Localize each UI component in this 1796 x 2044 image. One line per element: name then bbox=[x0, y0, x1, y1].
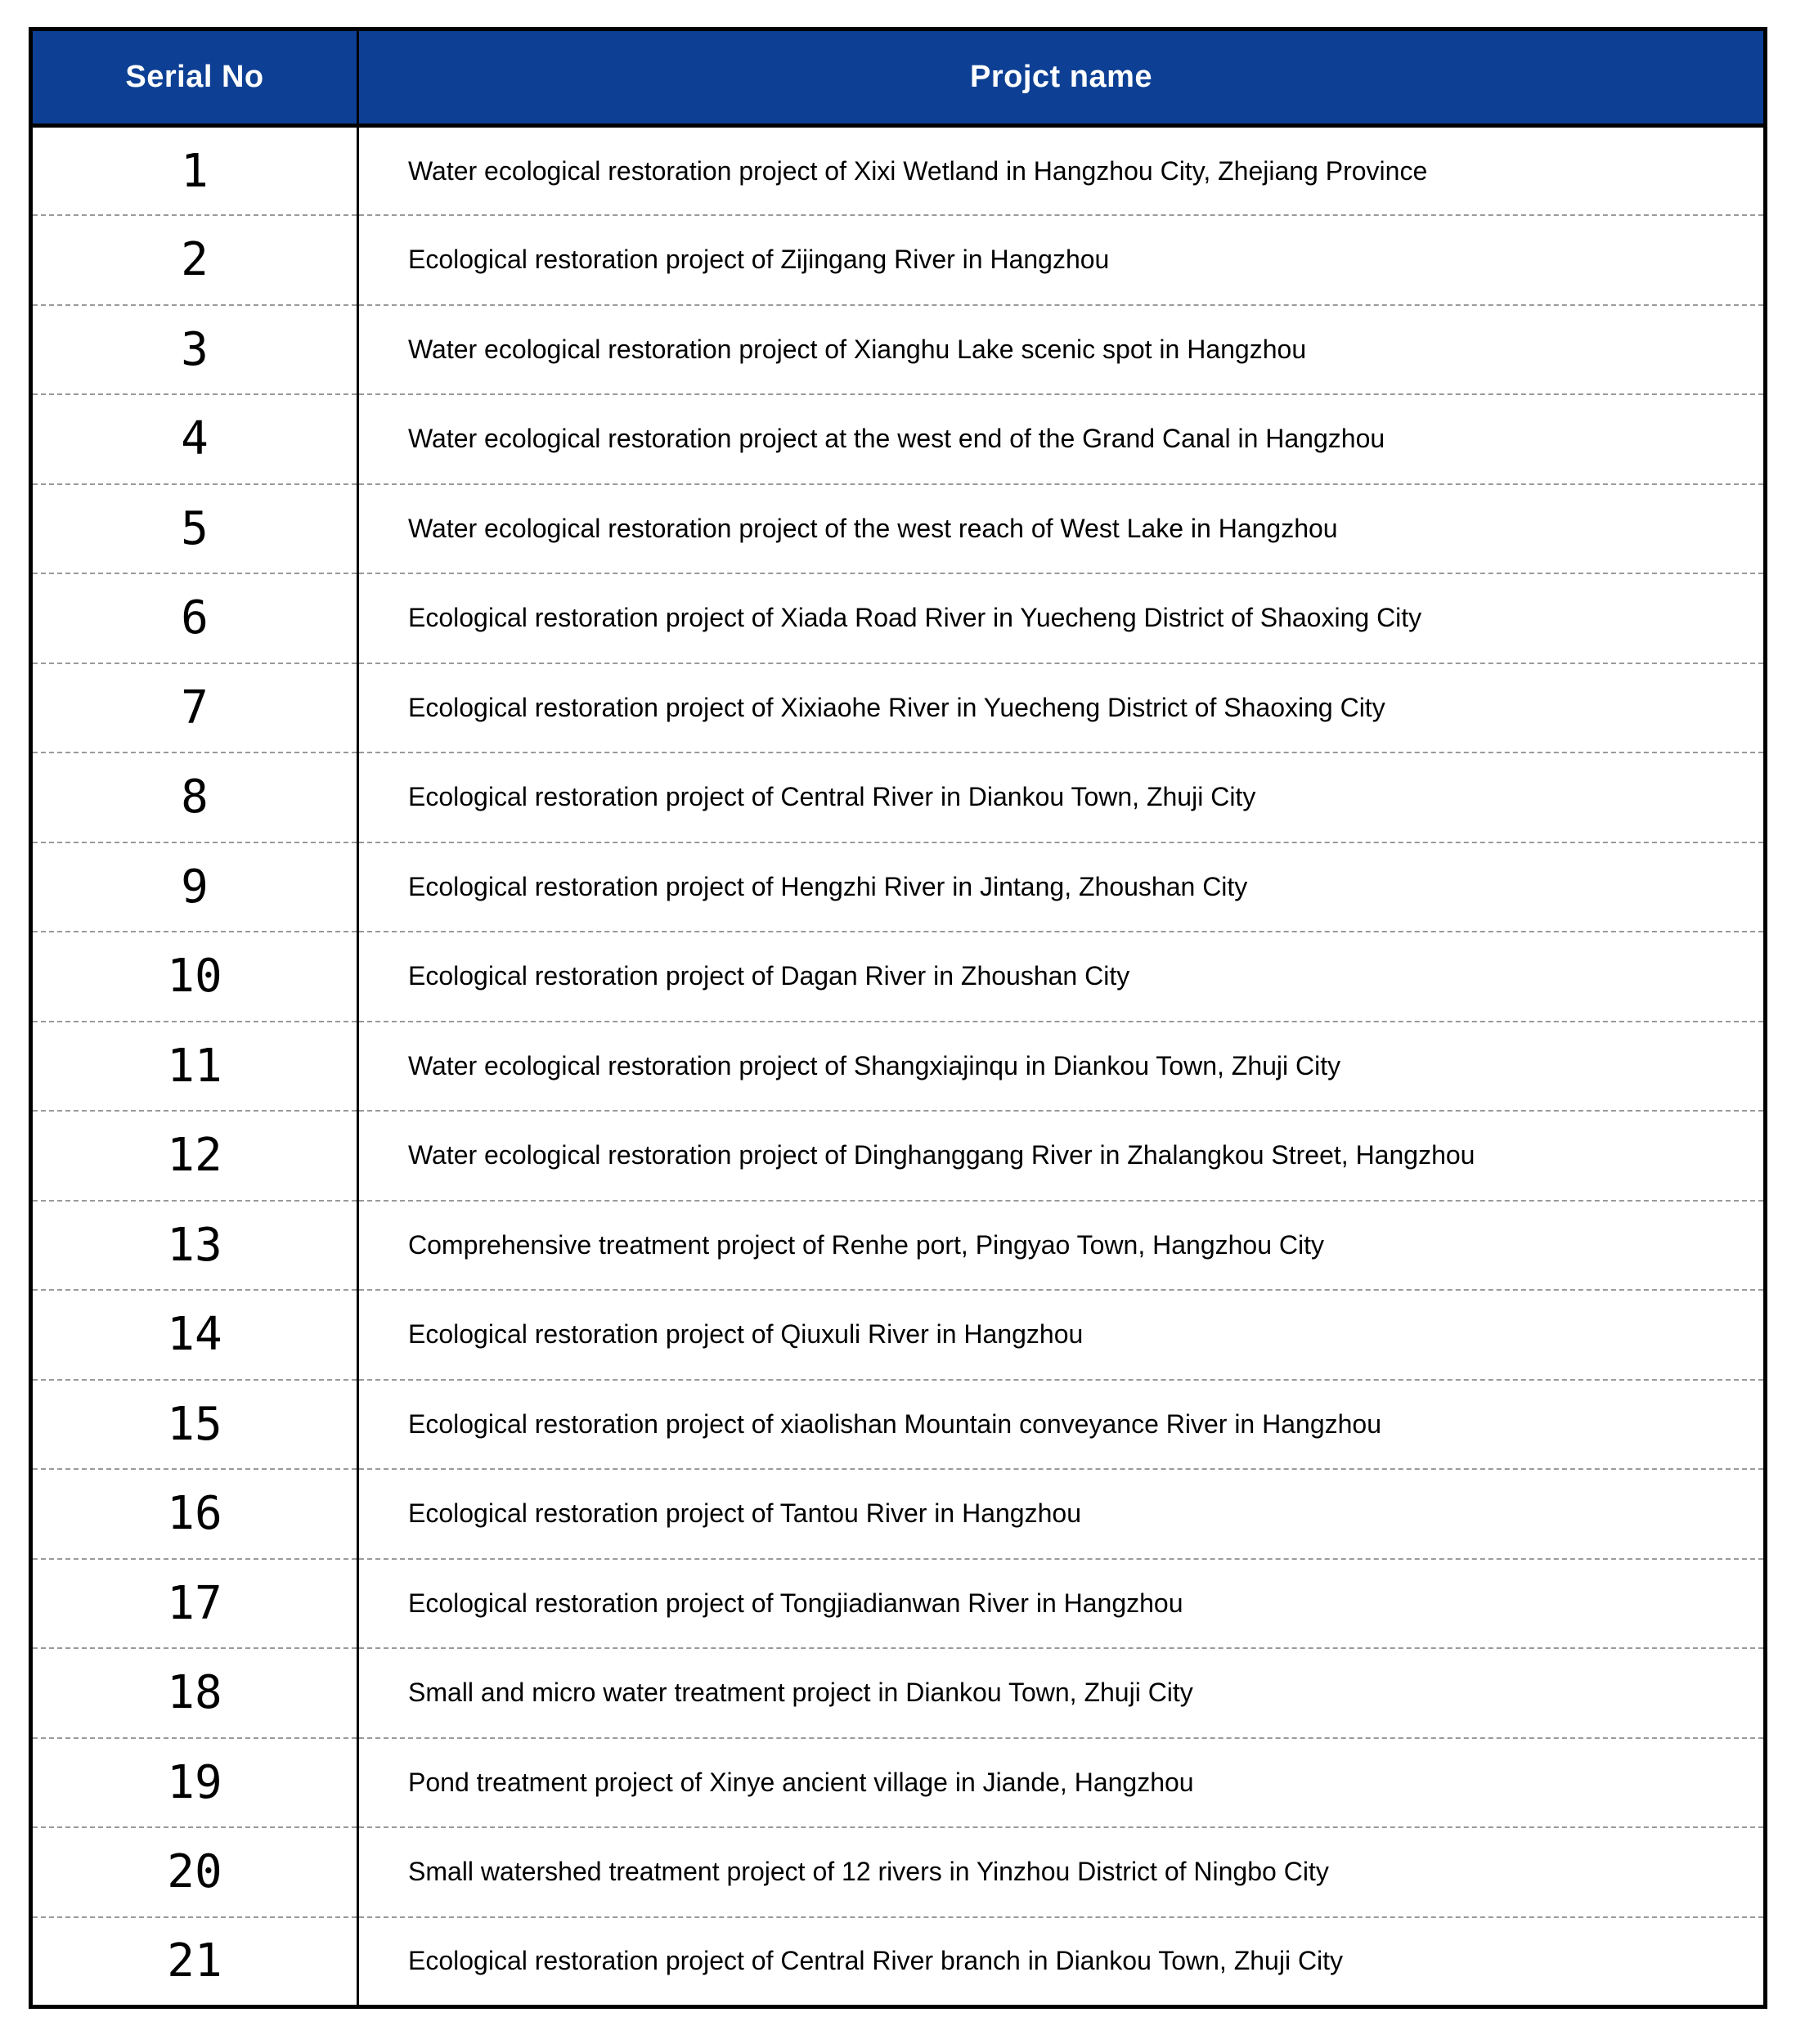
table-row bbox=[31, 1022, 1766, 1112]
project-name-cell: Water ecological restoration project at the west end of the Grand Canal in Hangzhou bbox=[358, 394, 1766, 484]
table-row bbox=[31, 1827, 1766, 1917]
project-name-cell: Ecological restoration project of Tongjiadianwan River in Hangzhou bbox=[358, 1559, 1766, 1649]
table-row bbox=[31, 1201, 1766, 1291]
project-name-cell: Ecological restoration project of Zijingang River in Hangzhou bbox=[358, 215, 1766, 305]
serial-cell: 20 bbox=[31, 1827, 358, 1917]
project-name-cell: Ecological restoration project of Xiada Road River in Yuecheng District of Shaoxing City bbox=[358, 573, 1766, 663]
column-header-project-name: Projct name bbox=[358, 29, 1766, 126]
serial-cell: 5 bbox=[31, 484, 358, 574]
projects-table bbox=[29, 27, 1767, 2009]
table-row bbox=[31, 842, 1766, 932]
project-name-cell: Water ecological restoration project of Xixi Wetland in Hangzhou City, Zhejiang Province bbox=[408, 155, 1428, 186]
serial-cell: 18 bbox=[31, 1648, 358, 1738]
serial-cell: 19 bbox=[31, 1738, 358, 1828]
serial-cell: 12 bbox=[31, 1111, 358, 1201]
serial-cell: 1 bbox=[31, 126, 358, 216]
project-name-cell: Ecological restoration project of Tantou River in Hangzhou bbox=[358, 1469, 1766, 1559]
project-name-cell: Ecological restoration project of xiaolishan Mountain conveyance River in Hangzhou bbox=[358, 1380, 1766, 1470]
serial-cell: 7 bbox=[31, 663, 358, 753]
project-name-cell: Ecological restoration project of Hengzhi River in Jintang, Zhoushan City bbox=[358, 842, 1766, 932]
project-name-cell: Ecological restoration project of Central River in Diankou Town, Zhuji City bbox=[358, 752, 1766, 842]
table-row bbox=[31, 305, 1766, 395]
project-name-cell: Small watershed treatment project of 12 rivers in Yinzhou District of Ningbo City bbox=[358, 1827, 1766, 1917]
table-row bbox=[31, 126, 1766, 216]
project-name-cell: Ecological restoration project of Central River branch in Diankou Town, Zhuji City bbox=[358, 1917, 1766, 2007]
serial-cell: 15 bbox=[31, 1380, 358, 1470]
table-header bbox=[31, 29, 1766, 126]
table-row bbox=[31, 1648, 1766, 1738]
projects-table-container bbox=[29, 27, 1767, 2009]
serial-cell: 3 bbox=[31, 305, 358, 395]
project-name-cell: Ecological restoration project of Qiuxuli River in Hangzhou bbox=[358, 1290, 1766, 1380]
header-row bbox=[31, 29, 1766, 126]
serial-cell: 10 bbox=[31, 932, 358, 1022]
project-name-cell: Water ecological restoration project of Dinghanggang River in Zhalangkou Street, Hangzhou bbox=[358, 1111, 1766, 1201]
table-row bbox=[31, 215, 1766, 305]
table-row bbox=[31, 484, 1766, 574]
table-row bbox=[31, 1469, 1766, 1559]
table-body bbox=[31, 126, 1766, 2007]
table-row bbox=[31, 1290, 1766, 1380]
project-name-cell: Water ecological restoration project of the west reach of West Lake in Hangzhou bbox=[358, 484, 1766, 574]
serial-cell: 16 bbox=[31, 1469, 358, 1559]
serial-cell: 2 bbox=[31, 215, 358, 305]
serial-cell: 14 bbox=[31, 1290, 358, 1380]
table-row bbox=[31, 663, 1766, 753]
serial-cell: 11 bbox=[31, 1022, 358, 1112]
project-name-cell: Small and micro water treatment project in Diankou Town, Zhuji City bbox=[358, 1648, 1766, 1738]
serial-cell: 13 bbox=[31, 1201, 358, 1291]
table-row bbox=[31, 1738, 1766, 1828]
serial-cell: 17 bbox=[31, 1559, 358, 1649]
project-name-cell: Ecological restoration project of Xixiaohe River in Yuecheng District of Shaoxing City bbox=[358, 663, 1766, 753]
serial-cell: 8 bbox=[31, 752, 358, 842]
project-name-cell: Pond treatment project of Xinye ancient village in Jiande, Hangzhou bbox=[358, 1738, 1766, 1828]
table-row bbox=[31, 573, 1766, 663]
table-row bbox=[31, 394, 1766, 484]
project-name-cell: Comprehensive treatment project of Renhe port, Pingyao Town, Hangzhou City bbox=[358, 1201, 1766, 1291]
table-row bbox=[31, 752, 1766, 842]
column-header-serial-no: Serial No bbox=[31, 29, 358, 126]
table-row bbox=[31, 1111, 1766, 1201]
table-row bbox=[31, 932, 1766, 1022]
serial-cell: 9 bbox=[31, 842, 358, 932]
table-row bbox=[31, 1917, 1766, 2007]
project-name-cell: Ecological restoration project of Dagan River in Zhoushan City bbox=[358, 932, 1766, 1022]
serial-cell: 6 bbox=[31, 573, 358, 663]
serial-cell: 21 bbox=[31, 1917, 358, 2007]
project-name-cell: Water ecological restoration project of Xianghu Lake scenic spot in Hangzhou bbox=[358, 305, 1766, 395]
table-row bbox=[31, 1380, 1766, 1470]
table-row bbox=[31, 1559, 1766, 1649]
project-name-cell: Water ecological restoration project of Shangxiajinqu in Diankou Town, Zhuji City bbox=[358, 1022, 1766, 1112]
serial-cell: 4 bbox=[31, 394, 358, 484]
